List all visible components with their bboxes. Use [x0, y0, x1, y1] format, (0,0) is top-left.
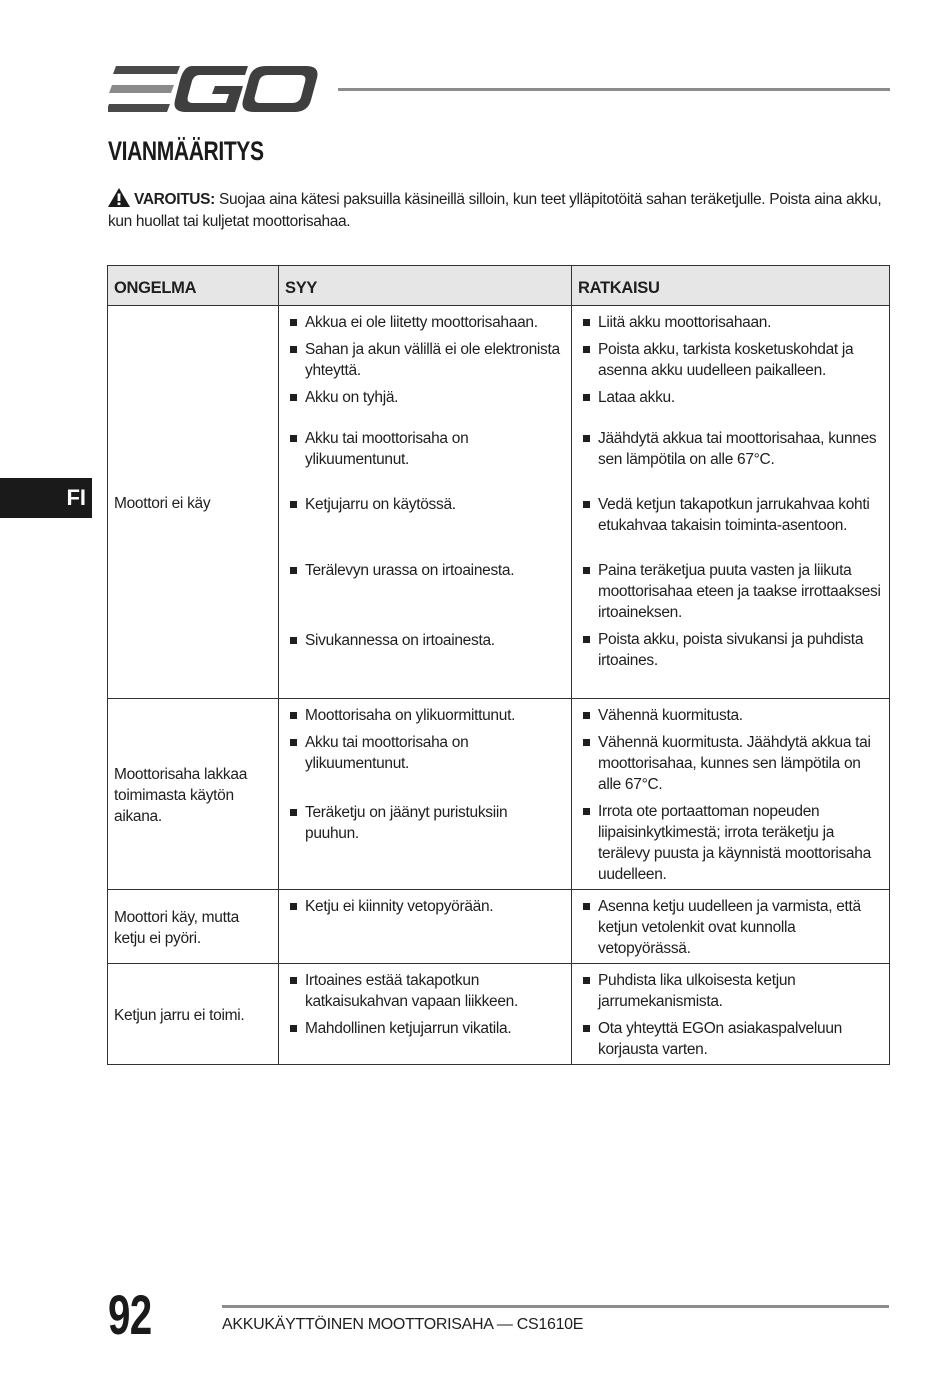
header-rule	[338, 88, 890, 91]
cause-item: Sivukannessa on irtoainesta.	[285, 630, 565, 651]
page-number: 92	[108, 1283, 152, 1346]
solution-cell	[572, 964, 890, 1065]
solution-item: Puhdista lika ulkoisesta ketjun jarrumekanismista.	[578, 970, 883, 1012]
warning-notice	[108, 188, 890, 233]
solution-item: Poista akku, tarkista kosketuskohdat ja asenna akku uudelleen paikalleen.	[578, 339, 883, 381]
problem-cell: Moottori ei käy	[108, 306, 279, 699]
troubleshooting-table	[107, 265, 890, 1065]
solution-item: Jäähdytä akkua tai moottorisahaa, kunnes sen lämpötila on alle 67°C.	[578, 428, 883, 470]
table-row	[108, 699, 890, 890]
solution-cell	[572, 306, 890, 699]
solution-item: Ota yhteyttä EGOn asiakaspalveluun korjausta varten.	[578, 1018, 883, 1060]
cause-item: Ketju ei kiinnity vetopyörään.	[285, 896, 565, 917]
problem-cell: Ketjun jarru ei toimi.	[108, 964, 279, 1065]
table-header-row	[108, 266, 890, 306]
cause-cell	[279, 964, 572, 1065]
solution-item: Vähennä kuormitusta. Jäähdytä akkua tai moottorisahaa, kunnes sen lämpötila on alle 67°C.	[578, 732, 883, 795]
cause-cell	[279, 306, 572, 699]
solution-item: Irrota ote portaattoman nopeuden liipaisinkytkimestä; irrota teräketju ja terälevy puusta ja käynnistä moottorisaha uudelleen.	[578, 801, 883, 885]
cause-cell	[279, 890, 572, 964]
solution-item: Vedä ketjun takapotkun jarrukahvaa kohti etukahvaa takaisin toiminta-asentoon.	[578, 494, 883, 536]
footer-product-title: AKKUKÄYTTÖINEN MOOTTORISAHA — CS1610E	[222, 1316, 584, 1333]
problem-cell: Moottorisaha lakkaa toimimasta käytön aikana.	[108, 699, 279, 890]
header-solution: RATKAISU	[572, 266, 890, 306]
header-problem: ONGELMA	[108, 266, 279, 306]
cause-item: Akkua ei ole liitetty moottorisahaan.	[285, 312, 565, 333]
table-row	[108, 306, 890, 699]
page-title: VIANMÄÄRITYS	[108, 136, 264, 166]
cause-item: Irtoaines estää takapotkun katkaisukahvan vapaan liikkeen.	[285, 970, 565, 1012]
language-tab: FI	[0, 478, 92, 518]
cause-cell	[279, 699, 572, 890]
problem-cell: Moottori käy, mutta ketju ei pyöri.	[108, 890, 279, 964]
solution-item: Paina teräketjua puuta vasten ja liikuta moottorisahaa eteen ja taakse irrottaaksesi irtoaineksen.	[578, 560, 883, 623]
solution-item: Poista akku, poista sivukansi ja puhdista irtoaines.	[578, 629, 883, 671]
warning-triangle-icon	[108, 188, 130, 207]
header-cause: SYY	[279, 266, 572, 306]
warning-label: VAROITUS:	[134, 191, 215, 208]
cause-item: Terälevyn urassa on irtoainesta.	[285, 560, 565, 581]
table-row	[108, 890, 890, 964]
cause-item: Akku tai moottorisaha on ylikuumentunut.	[285, 428, 565, 470]
cause-item: Moottorisaha on ylikuormittunut.	[285, 705, 565, 726]
solution-cell	[572, 890, 890, 964]
table-row	[108, 964, 890, 1065]
cause-item: Teräketju on jäänyt puristuksiin puuhun.	[285, 802, 565, 844]
solution-cell	[572, 699, 890, 890]
cause-item: Akku tai moottorisaha on ylikuumentunut.	[285, 732, 565, 774]
cause-item: Ketjujarru on käytössä.	[285, 494, 565, 515]
cause-item: Mahdollinen ketjujarrun vikatila.	[285, 1018, 565, 1039]
ego-logo	[108, 66, 318, 112]
solution-item: Liitä akku moottorisahaan.	[578, 312, 883, 333]
solution-item: Vähennä kuormitusta.	[578, 705, 883, 726]
cause-item: Sahan ja akun välillä ei ole elektronista yhteyttä.	[285, 339, 565, 381]
warning-text: Suojaa aina kätesi paksuilla käsineillä silloin, kun teet ylläpitotöitä sahan teräketjulle. Poista aina akku, kun huollat tai kuljetat moottorisahaa.	[108, 191, 882, 230]
footer-rule	[222, 1305, 889, 1308]
solution-item: Asenna ketju uudelleen ja varmista, että ketjun vetolenkit ovat kunnolla vetopyörässä.	[578, 896, 883, 959]
solution-item: Lataa akku.	[578, 387, 883, 408]
cause-item: Akku on tyhjä.	[285, 387, 565, 408]
